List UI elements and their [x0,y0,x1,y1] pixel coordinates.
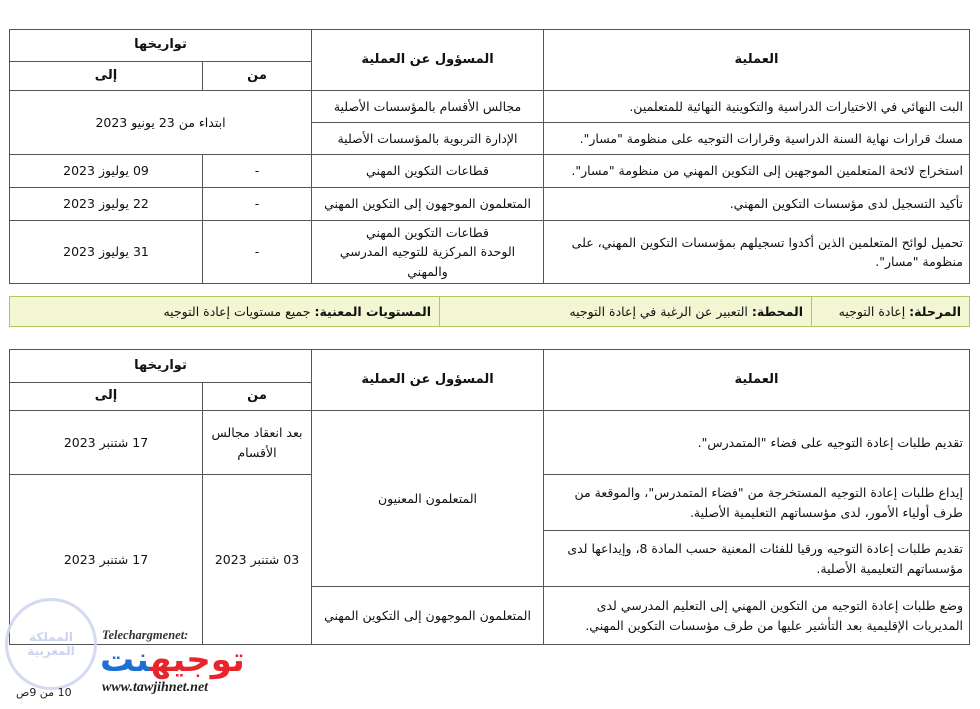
responsible-line: الوحدة المركزية للتوجيه المدرسي والمهني [339,244,516,279]
schedule-table-2 [9,349,970,645]
operation-cell: تقديم طلبات إعادة التوجيه ورقيا للفئات المعنية حسب المادة 8، وإيداعها لدى مؤسساتهم التعليمية الأصلية. [544,531,970,587]
header-from: من [203,62,312,91]
header-to: إلى [10,383,203,411]
date-from-cell: بعد انعقاد مجالس الأقسام [203,411,312,475]
stage-bar [9,296,970,327]
levels-cell [10,297,440,327]
header-operation: العملية [544,30,970,91]
header-to: إلى [10,62,203,91]
operation-cell: تأكيد التسجيل لدى مؤسسات التكوين المهني. [544,188,970,221]
operation-cell: تحميل لوائح المتعلمين الذين أكدوا تسجيلهم بمؤسسات التكوين المهني، على منظومة "مسار". [544,221,970,284]
date-from-cell: - [203,188,312,221]
date-from-cell: 03 شتنبر 2023 [203,475,312,645]
operation-cell: استخراج لائحة المتعلمين الموجهين إلى التكوين المهني من منظومة "مسار". [544,155,970,188]
operation-cell: إيداع طلبات إعادة التوجيه المستخرجة من "فضاء المتمدرس"، والموقعة من طرف أولياء الأمور، لدى مؤسساتهم التعليمية الأصلية. [544,475,970,531]
date-range-cell: ابتداء من 23 يونيو 2023 [10,91,312,155]
station-cell [440,297,812,327]
schedule-table-1 [9,29,970,284]
operation-cell: البت النهائي في الاختيارات الدراسية والتكوينية النهائية للمتعلمين. [544,91,970,123]
operation-cell: وضع طلبات إعادة التوجيه من التكوين المهني إلى التعليم المدرسي لدى المديريات الإقليمية بعد التأشير عليها من طرف مؤسسات التكوين المهني. [544,587,970,645]
phase-value: إعادة التوجيه [838,303,906,319]
header-dates: تواريخها [10,30,312,62]
phase-label: المرحلة: [909,303,961,319]
header-responsible: المسؤول عن العملية [312,350,544,411]
logo-url: www.tawjihnet.net [102,680,209,695]
seal-text: المملكة المغربية [27,630,75,658]
responsible-cell [312,221,544,284]
date-from-cell: - [203,221,312,284]
responsible-cell: قطاعات التكوين المهني [312,155,544,188]
responsible-line: قطاعات التكوين المهني [366,225,489,240]
station-label: المحطة: [751,303,803,319]
responsible-cell: الإدارة التربوية بالمؤسسات الأصلية [312,123,544,155]
responsible-cell: مجالس الأقسام بالمؤسسات الأصلية [312,91,544,123]
responsible-cell: المتعلمون المعنيون [312,411,544,587]
date-to-cell: 17 شتنبر 2023 [10,411,203,475]
operation-cell: مسك قرارات نهاية السنة الدراسية وقرارات التوجيه على منظومة "مسار". [544,123,970,155]
tawjihnet-logo [100,628,265,703]
header-operation: العملية [544,350,970,411]
date-to-cell: 17 شتنبر 2023 [10,475,203,645]
header-dates: تواريخها [10,350,312,383]
header-from: من [203,383,312,411]
logo-word-a: توجيه [149,640,245,680]
logo-tagline: Telechargmenet: [102,628,189,642]
date-to-cell: 09 يوليوز 2023 [10,155,203,188]
levels-value: جميع مستويات إعادة التوجيه [163,303,311,319]
levels-label: المستويات المعنية: [314,303,431,319]
phase-cell [812,297,970,327]
date-from-cell: - [203,155,312,188]
responsible-cell: المتعلمون الموجهون إلى التكوين المهني [312,587,544,645]
logo-word-b: نت [100,640,150,680]
header-responsible: المسؤول عن العملية [312,30,544,91]
page-number: 10 من 9ص [16,686,72,699]
station-value: التعبير عن الرغبة في إعادة التوجيه [569,303,748,319]
responsible-cell: المتعلمون الموجهون إلى التكوين المهني [312,188,544,221]
date-to-cell: 31 يوليوز 2023 [10,221,203,284]
operation-cell: تقديم طلبات إعادة التوجيه على فضاء "المتمدرس". [544,411,970,475]
logo-wordmark [100,640,245,680]
date-to-cell: 22 يوليوز 2023 [10,188,203,221]
